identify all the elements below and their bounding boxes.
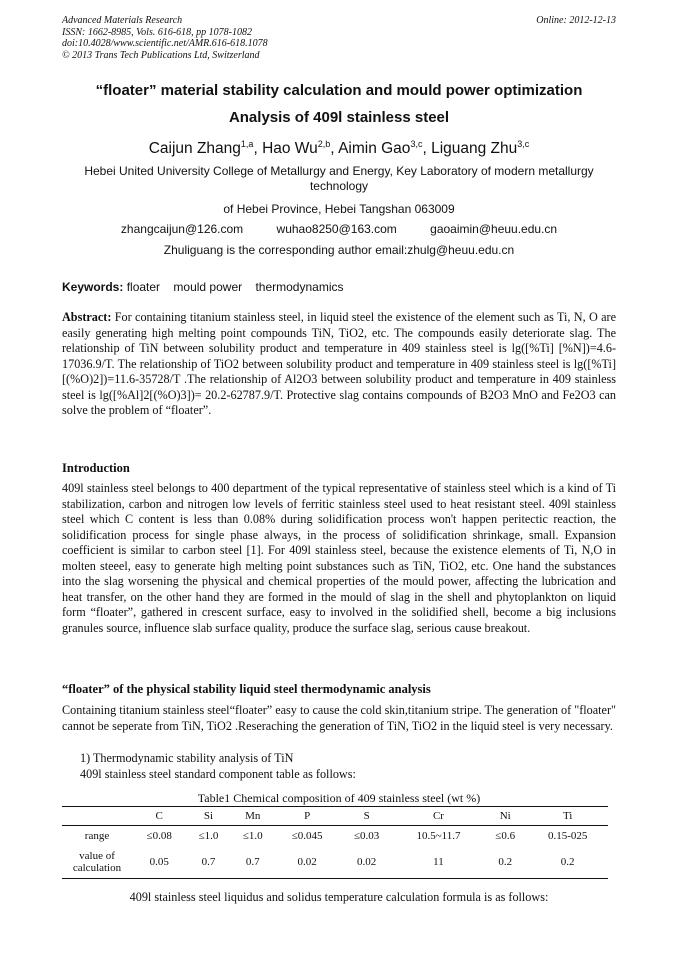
- abstract: [62, 310, 616, 419]
- section-heading-thermodynamic: “floater” of the physical stability liquid steel thermodynamic analysis: [62, 682, 431, 696]
- table-cell: 0.15-025: [547, 830, 588, 842]
- author: Hao Wu$^{2,b}$,: [262, 139, 339, 158]
- table-cell: ≤0.03: [353, 830, 380, 842]
- affiliation-address: of Hebei Province, Hebei Tangshan 063009: [223, 202, 455, 216]
- keyword: floater: [126, 280, 161, 294]
- column-header: P: [275, 807, 340, 826]
- table-cell: ≤0.6: [495, 830, 516, 842]
- paper-title-line2: Analysis of 409l stainless steel: [228, 109, 450, 126]
- author: Liguang Zhu$^{3,c}$: [431, 139, 530, 158]
- online-date: Online: 2012-12-13: [536, 15, 616, 26]
- copyright: © 2013 Trans Tech Publications Ltd, Switzerland: [62, 49, 260, 61]
- author-emails: [62, 222, 616, 236]
- table-cell: ≤1.0: [198, 830, 219, 842]
- table-cell: 10.5~11.7: [416, 830, 461, 842]
- composition-table: [62, 806, 608, 879]
- table-cell: 0.7: [186, 846, 230, 879]
- table-cell: 0.2: [483, 846, 527, 879]
- issn: ISSN: 1662-8985, Vols. 616-618, pp 1078-1082: [62, 26, 252, 38]
- table-cell: 0.05: [132, 846, 186, 879]
- table-caption: Table1 Chemical composition of 409 stainless steel (wt %): [197, 791, 481, 805]
- column-header: Cr: [394, 807, 483, 826]
- journal-header: [62, 15, 616, 61]
- keyword: mould power: [173, 280, 243, 294]
- paper-title-line1: “floater” material stability calculation and mould power optimization: [95, 82, 583, 99]
- table-cell: ≤0.045: [291, 830, 323, 842]
- email-link[interactable]: wuhao8250@163.com: [276, 222, 397, 236]
- abstract-label: Abstract:: [62, 310, 112, 324]
- row-label: value of calculation: [62, 846, 132, 879]
- keyword: thermodynamics: [255, 280, 344, 294]
- author: Caijun Zhang$^{1,a}$,: [148, 139, 263, 158]
- column-header: C: [132, 807, 186, 826]
- doi: doi:10.4028/www.scientific.net/AMR.616-618.1078: [62, 38, 268, 49]
- column-header: [62, 807, 132, 826]
- closing-sentence: 409l stainless steel liquidus and solidus temperature calculation formula is as follows:: [129, 890, 549, 904]
- row-label: range: [84, 830, 110, 842]
- keywords-label: Keywords:: [62, 280, 124, 294]
- email-link[interactable]: zhangcaijun@126.com: [120, 222, 244, 236]
- subsection-tin: 1) Thermodynamic stability analysis of TiN: [80, 751, 294, 765]
- section-heading-introduction: Introduction: [62, 461, 130, 475]
- column-header: S: [339, 807, 393, 826]
- column-header: Mn: [231, 807, 275, 826]
- corresponding-author: Zhuliguang is the corresponding author email:zhulg@heuu.edu.cn: [163, 243, 515, 257]
- table-cell: ≤0.08: [146, 830, 172, 842]
- table-cell: 0.02: [275, 846, 340, 879]
- table-row: [62, 846, 608, 879]
- introduction-text: 409l stainless steel belongs to 400 department of the typical representative of stainless steel which is a kind of Ti stabilization, carbon and nitrogen low levels of ferritic stainless steel used to heat resistant steel. 409l stainless steel which C content is less than 0.08% during solidification process won't happen peritectic reaction, the solidification process for single phase always, in the process of solidification shrinkage, small. Expansion coefficient is similar to carbon steel [1]. For 409l stainless steel, because the existence elements of Ti, N,O in molten steeel, easy to generate high melting point substances such as TiN, TiO2, etc. One hand the substances into the slag worsening the physical and chemical properties of the mould power, affecting the lubrication and heat transfer, on the other hand they are formed in the mould of slag in the shell and phytoplankton on liquid form “floater”, gathered in crescent surface, easy to involved in the solidified shell, become a big inclusions granules source, influence slab surface quality, produce the surface slag, serious cause breakout.: [62, 481, 616, 635]
- column-header: Ti: [527, 807, 608, 826]
- author: Aimin Gao$^{3,c}$,: [338, 139, 432, 158]
- table-intro: 409l stainless steel standard component table as follows:: [80, 767, 356, 781]
- author-list: [40, 139, 638, 158]
- journal-name: Advanced Materials Research: [62, 15, 183, 26]
- table-cell: 0.7: [231, 846, 275, 879]
- abstract-text: For containing titanium stainless steel, in liquid steel the existence of the element such as Ti, N, O are easily generating high melting point compounds TiN, TiO2, etc. The compounds easily deteriorate slag. The relationship of TiN between solubility product and temperature in 409 stainless steel is lg([%Ti] [%N])=4.6-17036.9/T. The relationship of TiO2 between solubility product and temperature in 409 stainless steel is lg([%Ti][(%O)2])=11.6-35728/T .The relationship of Al2O3 between solubility product and temperature in 409 stainless steel is lg([%Al]2[(%O)3])= 20.2-62787.9/T. Protective slag contains compounds of B2O3 MnO and Fe2O3 can solve the problem of “floater”.: [62, 310, 617, 417]
- table-cell: 0.2: [527, 846, 608, 879]
- column-header: Ni: [483, 807, 527, 826]
- table-cell: 0.02: [339, 846, 393, 879]
- column-header: Si: [186, 807, 230, 826]
- table-row: [62, 826, 608, 847]
- table-cell: 11: [394, 846, 483, 879]
- keywords: [62, 280, 353, 294]
- email-link[interactable]: gaoaimin@heuu.edu.cn: [430, 222, 558, 236]
- table-cell: ≤1.0: [242, 830, 263, 842]
- table-header-row: [62, 807, 608, 826]
- affiliation: Hebei United University College of Metallurgy and Energy, Key Laboratory of modern metallurgy technology: [84, 164, 594, 193]
- section2-text: Containing titanium stainless steel“floater” easy to cause the cold skin,titanium stripe. The generation of "floater" cannot be seperate from TiN, TiO2 .Reseraching the generation of TiN, TiO2 in the liquid steel is very necessary.: [62, 703, 616, 733]
